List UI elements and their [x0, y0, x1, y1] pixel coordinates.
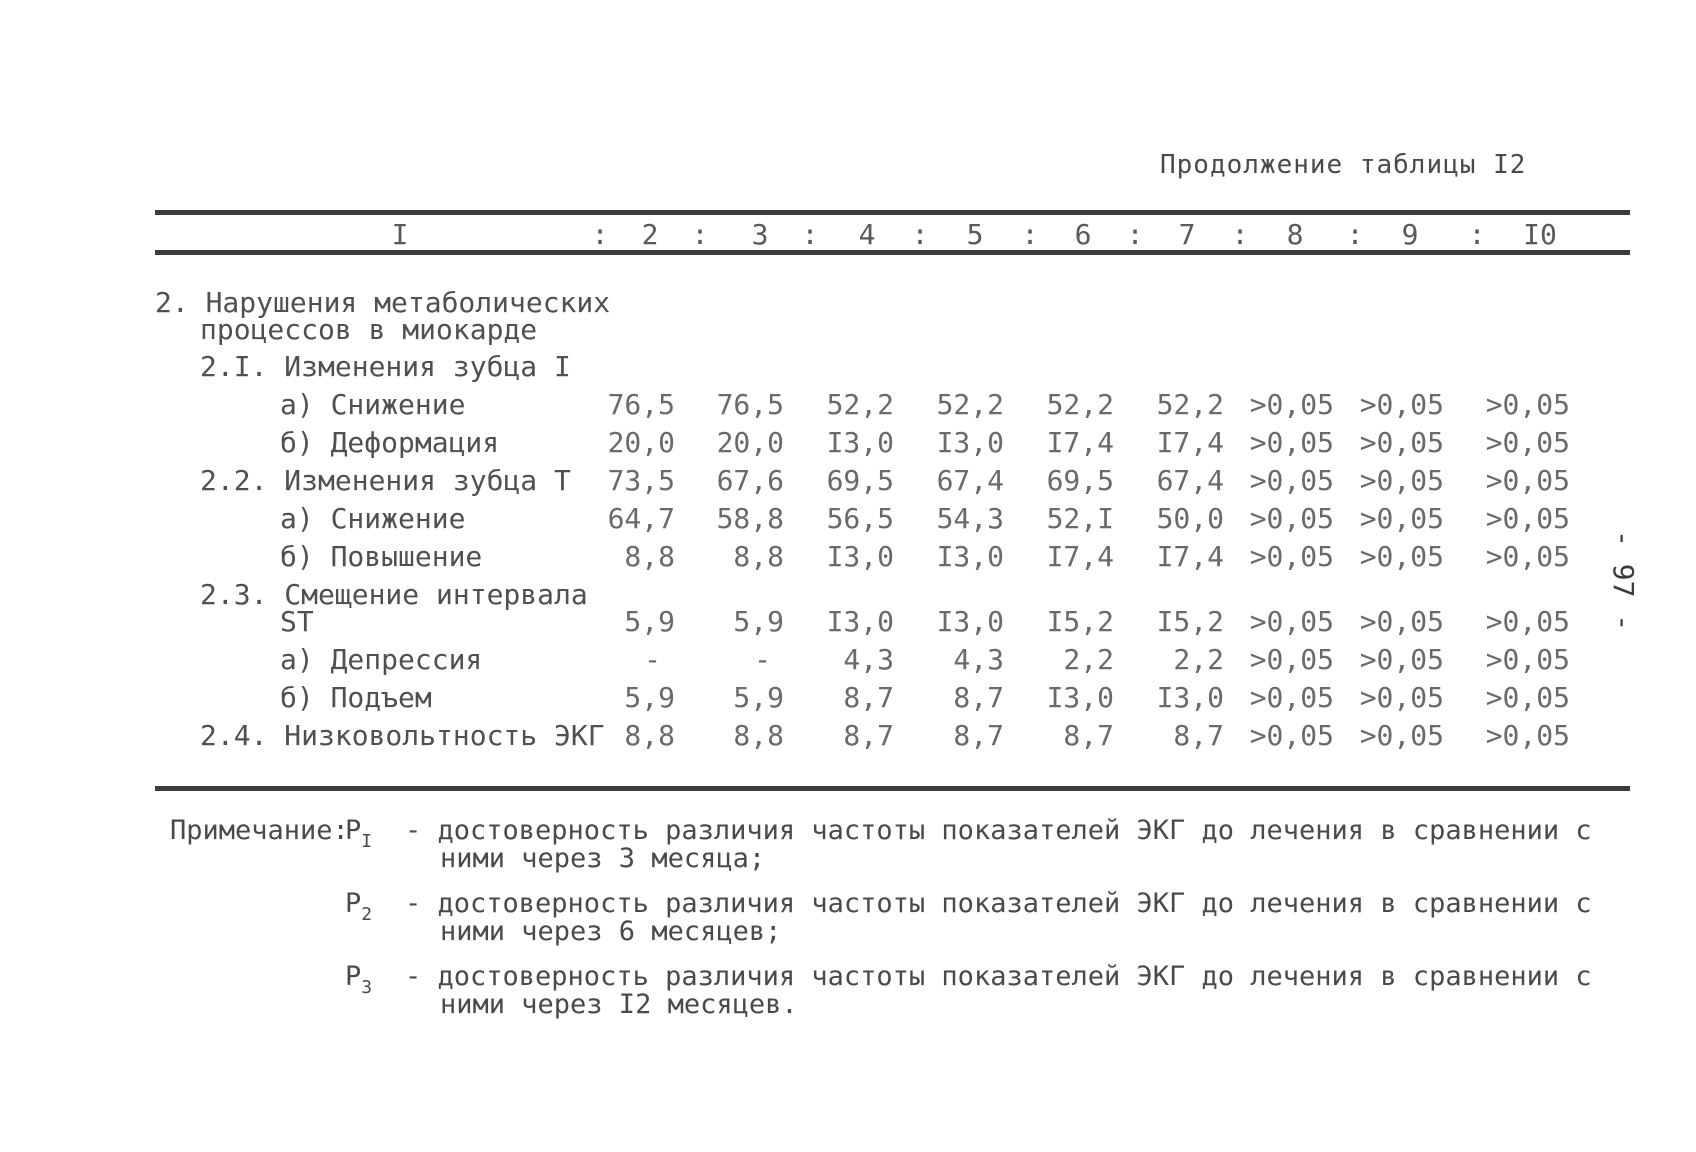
cell-value: >0,05	[1485, 502, 1570, 535]
cell-value: 5,9	[733, 681, 784, 714]
cell-value: >0,05	[1359, 388, 1444, 421]
table-continuation-title: Продолжение таблицы I2	[1160, 150, 1527, 180]
cell-value: 67,4	[936, 464, 1004, 497]
cell-value: 8,7	[843, 719, 894, 752]
column-separator: :	[801, 218, 819, 251]
cell-value: 8,7	[1173, 719, 1224, 752]
column-header-row	[155, 218, 1630, 254]
column-separator: :	[591, 218, 609, 251]
cell-value: >0,05	[1485, 426, 1570, 459]
cell-value: 69,5	[826, 464, 894, 497]
cell-value: 5,9	[624, 605, 675, 638]
table-row	[0, 540, 1696, 578]
note-symbol: P	[345, 815, 362, 846]
note-symbol: P	[345, 888, 362, 919]
cell-value: 56,5	[826, 502, 894, 535]
cell-value: >0,05	[1359, 464, 1444, 497]
note-item	[345, 815, 373, 852]
column-header: 7	[1178, 218, 1196, 251]
cell-value: 67,6	[716, 464, 784, 497]
cell-value: -	[644, 643, 661, 676]
cell-value: >0,05	[1485, 605, 1570, 638]
note-intro: Примечание:	[170, 815, 349, 846]
cell-value: >0,05	[1359, 605, 1444, 638]
cell-value: I7,4	[1046, 540, 1114, 573]
column-header: 8	[1286, 218, 1304, 251]
cell-value: I3,0	[936, 426, 1004, 459]
cell-value: 8,7	[953, 719, 1004, 752]
cell-value: >0,05	[1249, 605, 1334, 638]
cell-value: >0,05	[1359, 502, 1444, 535]
cell-value: 52,2	[1156, 388, 1224, 421]
row-label: а) Снижение	[280, 388, 466, 421]
row-label: б) Деформация	[280, 426, 500, 459]
table-row	[0, 643, 1696, 681]
row-label: 2.4. Низковольтность ЭКГ	[200, 719, 605, 752]
table-row	[0, 426, 1696, 464]
cell-value: 8,8	[733, 540, 784, 573]
row-label: 2.I. Изменения зубца I	[200, 350, 571, 383]
cell-value: 52,2	[936, 388, 1004, 421]
section-title-line2: процессов в миокарде	[200, 313, 538, 346]
cell-value: 20,0	[716, 426, 784, 459]
cell-value: 76,5	[716, 388, 784, 421]
section-title-line1: 2. Нарушения метаболических	[155, 286, 611, 319]
row-label: б) Подъем	[280, 681, 432, 714]
note-item	[345, 888, 373, 925]
cell-value: 2,2	[1063, 643, 1114, 676]
cell-value: 20,0	[607, 426, 675, 459]
table-row	[0, 605, 1696, 643]
cell-value: I7,4	[1046, 426, 1114, 459]
cell-value: I3,0	[826, 426, 894, 459]
cell-value: 4,3	[843, 643, 894, 676]
cell-value: >0,05	[1249, 540, 1334, 573]
table-row	[0, 681, 1696, 719]
cell-value: >0,05	[1485, 540, 1570, 573]
cell-value: >0,05	[1249, 502, 1334, 535]
cell-value: 67,4	[1156, 464, 1224, 497]
cell-value: >0,05	[1359, 681, 1444, 714]
note-text-line1: - достоверность различия частоты показателей ЭКГ до лечения в сравнении с	[405, 815, 1592, 846]
cell-value: 4,3	[953, 643, 1004, 676]
cell-value: -	[754, 643, 771, 676]
cell-value: I3,0	[826, 605, 894, 638]
note-text-line1: - достоверность различия частоты показателей ЭКГ до лечения в сравнении с	[405, 888, 1592, 919]
row-label: 2.3. Смещение интервала	[200, 578, 588, 611]
cell-value: I7,4	[1156, 426, 1224, 459]
note-subscript: 2	[361, 904, 373, 925]
cell-value: 52,2	[826, 388, 894, 421]
note-text-line1: - достоверность различия частоты показателей ЭКГ до лечения в сравнении с	[405, 961, 1592, 992]
row-label: а) Депрессия	[280, 643, 483, 676]
cell-value: >0,05	[1359, 426, 1444, 459]
cell-value: I7,4	[1156, 540, 1224, 573]
column-separator: :	[911, 218, 929, 251]
column-separator: :	[691, 218, 709, 251]
note-symbol: P	[345, 961, 362, 992]
cell-value: 8,7	[1063, 719, 1114, 752]
note-text-line2: ними через 3 месяца;	[440, 843, 766, 874]
table-row	[0, 502, 1696, 540]
cell-value: 64,7	[607, 502, 675, 535]
cell-value: >0,05	[1485, 388, 1570, 421]
cell-value: 5,9	[733, 605, 784, 638]
column-header: I0	[1523, 218, 1557, 251]
cell-value: I3,0	[1046, 681, 1114, 714]
column-header: 3	[751, 218, 769, 251]
cell-value: 50,0	[1156, 502, 1224, 535]
column-separator: :	[1126, 218, 1144, 251]
note-item	[345, 961, 373, 998]
cell-value: >0,05	[1249, 388, 1334, 421]
row-label-continuation: ST	[280, 605, 314, 638]
column-header: 6	[1074, 218, 1092, 251]
cell-value: I5,2	[1046, 605, 1114, 638]
cell-value: >0,05	[1485, 464, 1570, 497]
cell-value: I3,0	[826, 540, 894, 573]
cell-value: >0,05	[1249, 681, 1334, 714]
cell-value: >0,05	[1485, 719, 1570, 752]
cell-value: >0,05	[1249, 464, 1334, 497]
cell-value: >0,05	[1359, 540, 1444, 573]
cell-value: I3,0	[936, 540, 1004, 573]
cell-value: 8,7	[843, 681, 894, 714]
column-header: I	[391, 218, 409, 251]
cell-value: 54,3	[936, 502, 1004, 535]
column-header: 5	[966, 218, 984, 251]
column-separator: :	[1231, 218, 1249, 251]
column-separator: :	[1468, 218, 1486, 251]
row-label: а) Снижение	[280, 502, 466, 535]
cell-value: 8,8	[624, 719, 675, 752]
cell-value: 58,8	[716, 502, 784, 535]
row-label: б) Повышение	[280, 540, 483, 573]
note-text-line2: ними через 6 месяцев;	[440, 916, 782, 947]
cell-value: 8,8	[733, 719, 784, 752]
page-number: - 97 -	[1607, 530, 1640, 632]
table-row	[0, 388, 1696, 426]
table-row	[0, 464, 1696, 502]
note-subscript: I	[361, 831, 373, 852]
column-separator: :	[1021, 218, 1039, 251]
cell-value: >0,05	[1485, 643, 1570, 676]
cell-value: >0,05	[1249, 643, 1334, 676]
cell-value: 73,5	[607, 464, 675, 497]
cell-value: >0,05	[1359, 719, 1444, 752]
cell-value: 5,9	[624, 681, 675, 714]
cell-value: >0,05	[1249, 719, 1334, 752]
column-separator: :	[1346, 218, 1364, 251]
cell-value: 52,I	[1046, 502, 1114, 535]
cell-value: I3,0	[1156, 681, 1224, 714]
cell-value: 8,7	[953, 681, 1004, 714]
cell-value: >0,05	[1485, 681, 1570, 714]
column-header: 4	[858, 218, 876, 251]
cell-value: 76,5	[607, 388, 675, 421]
cell-value: >0,05	[1359, 643, 1444, 676]
table-bottom-rule	[155, 786, 1630, 791]
table-row	[0, 719, 1696, 757]
cell-value: I5,2	[1156, 605, 1224, 638]
column-header: 9	[1401, 218, 1419, 251]
note-text-line2: ними через I2 месяцев.	[440, 989, 798, 1020]
cell-value: 8,8	[624, 540, 675, 573]
header-top-rule	[155, 210, 1630, 215]
cell-value: 2,2	[1173, 643, 1224, 676]
table-row	[0, 350, 1696, 388]
cell-value: I3,0	[936, 605, 1004, 638]
note-subscript: 3	[361, 977, 373, 998]
cell-value: >0,05	[1249, 426, 1334, 459]
row-label: 2.2. Изменения зубца Т	[200, 464, 571, 497]
cell-value: 52,2	[1046, 388, 1114, 421]
column-header: 2	[641, 218, 659, 251]
cell-value: 69,5	[1046, 464, 1114, 497]
